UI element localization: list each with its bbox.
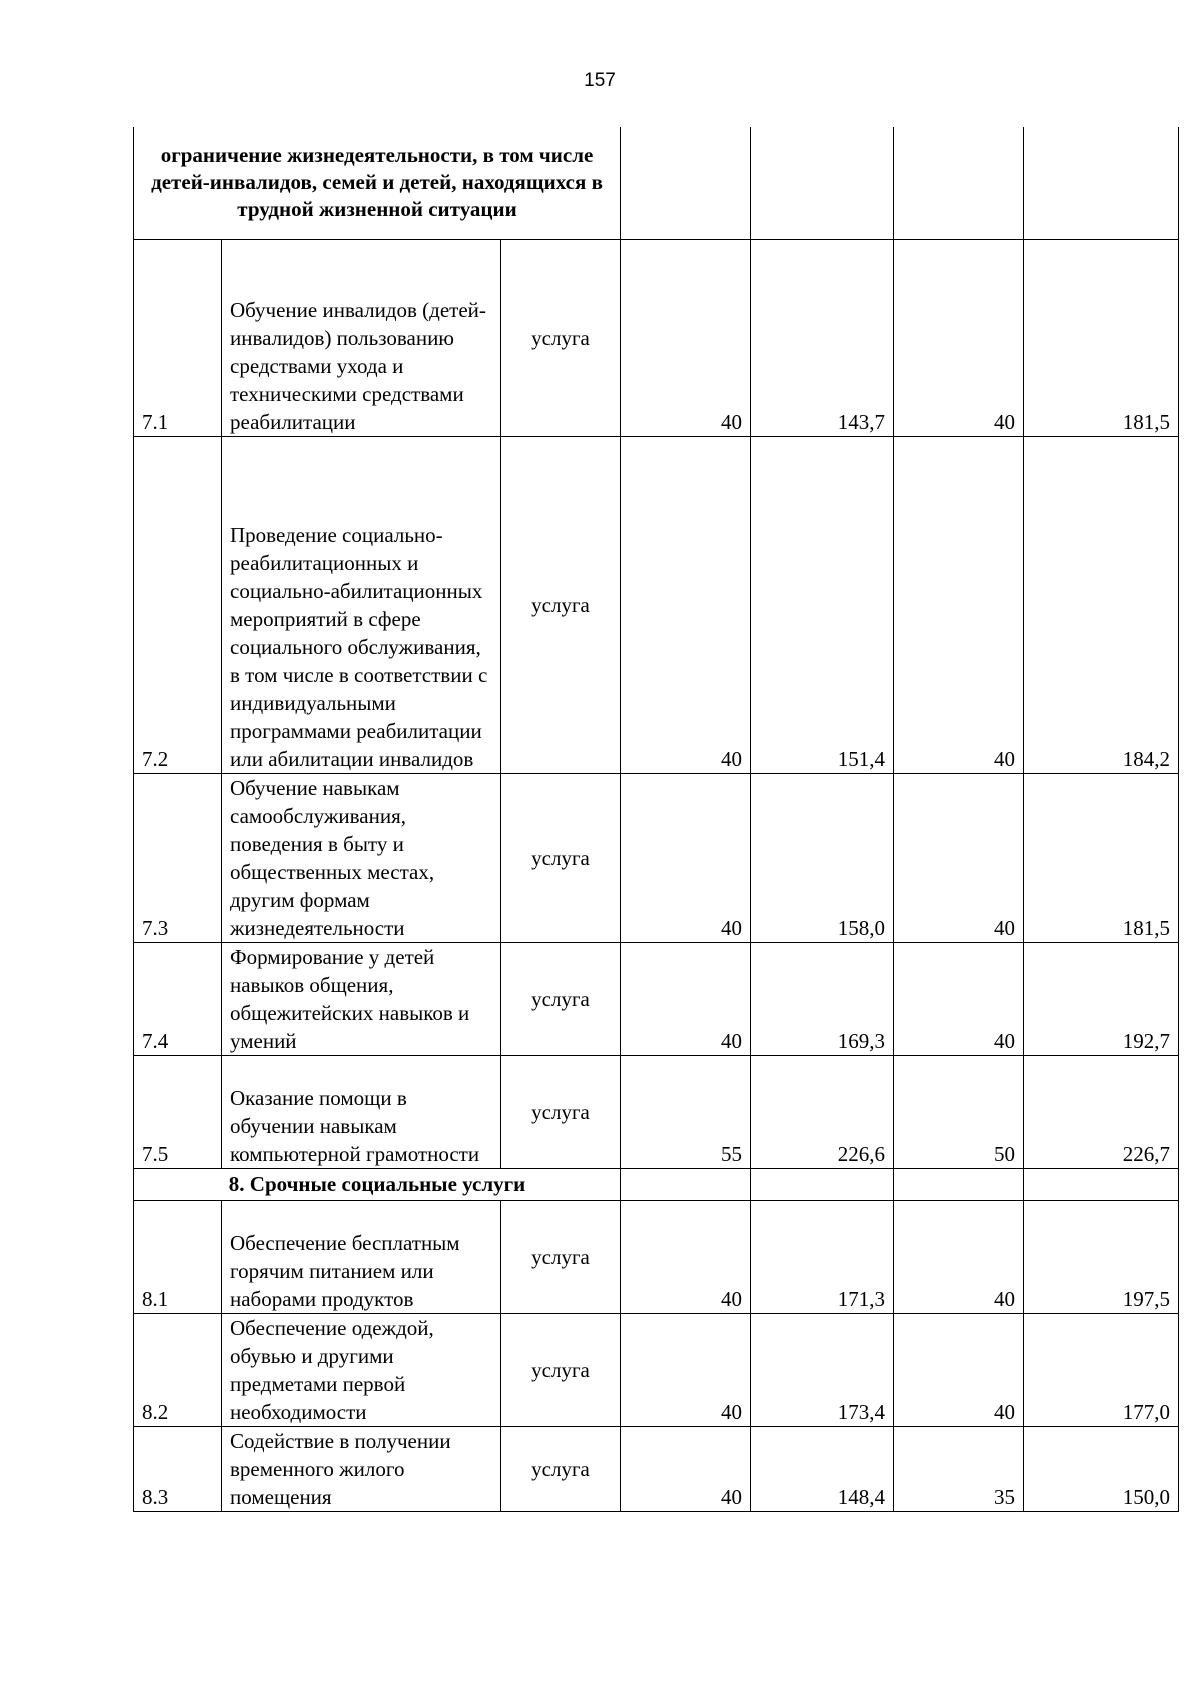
value-cell: 40 — [621, 1313, 751, 1426]
table-row — [134, 942, 1179, 1055]
empty-cell — [751, 127, 894, 239]
table-row — [134, 773, 1179, 942]
value-cell: 143,7 — [751, 239, 894, 436]
service-name: Обучение навыкам самообслуживания, поведения в быту и общественных местах, другим формам жизнедеятельности — [222, 773, 501, 942]
value-cell: 50 — [894, 1055, 1024, 1168]
continuation-header-row — [134, 127, 1179, 239]
value-cell: 226,6 — [751, 1055, 894, 1168]
section-header-row — [134, 1168, 1179, 1200]
empty-cell — [621, 1168, 751, 1200]
value-cell: 55 — [621, 1055, 751, 1168]
service-name: Содействие в получении временного жилого помещения — [222, 1426, 501, 1511]
service-name: Обеспечение бесплатным горячим питанием или наборами продуктов — [222, 1200, 501, 1313]
value-cell: 158,0 — [751, 773, 894, 942]
row-number: 7.4 — [134, 942, 222, 1055]
table-row — [134, 436, 1179, 773]
unit-cell: услуга — [501, 942, 621, 1055]
value-cell: 40 — [894, 1313, 1024, 1426]
value-cell: 40 — [621, 773, 751, 942]
value-cell: 40 — [621, 1200, 751, 1313]
service-name: Обучение инвалидов (детей-инвалидов) пользованию средствами ухода и техническими средствами реабилитации — [222, 239, 501, 436]
table-row — [134, 1426, 1179, 1511]
service-name: Оказание помощи в обучении навыкам компьютерной грамотности — [222, 1055, 501, 1168]
unit-cell: услуга — [501, 773, 621, 942]
value-cell: 181,5 — [1024, 239, 1179, 436]
row-number: 8.1 — [134, 1200, 222, 1313]
value-cell: 40 — [621, 942, 751, 1055]
empty-cell — [894, 127, 1024, 239]
unit-cell: услуга — [501, 239, 621, 436]
table-row — [134, 239, 1179, 436]
continuation-header: ограничение жизнедеятельности, в том числе детей-инвалидов, семей и детей, находящихся в трудной жизненной ситуации — [134, 127, 621, 239]
value-cell: 35 — [894, 1426, 1024, 1511]
row-number: 7.5 — [134, 1055, 222, 1168]
value-cell: 40 — [621, 436, 751, 773]
table-row — [134, 1313, 1179, 1426]
service-name: Проведение социально-реабилитационных и социально-абилитационных мероприятий в сфере социального обслуживания, в том числе в соответствии с индивидуальными программами реабилитации или абилитации инвалидов — [222, 436, 501, 773]
empty-cell — [751, 1168, 894, 1200]
row-number: 8.2 — [134, 1313, 222, 1426]
value-cell: 40 — [621, 1426, 751, 1511]
unit-cell: услуга — [501, 1426, 621, 1511]
empty-cell — [621, 127, 751, 239]
value-cell: 173,4 — [751, 1313, 894, 1426]
row-number: 7.3 — [134, 773, 222, 942]
value-cell: 197,5 — [1024, 1200, 1179, 1313]
value-cell: 171,3 — [751, 1200, 894, 1313]
unit-cell: услуга — [501, 1200, 621, 1313]
table-row — [134, 1055, 1179, 1168]
unit-cell: услуга — [501, 1313, 621, 1426]
empty-cell — [1024, 1168, 1179, 1200]
value-cell: 226,7 — [1024, 1055, 1179, 1168]
value-cell: 151,4 — [751, 436, 894, 773]
page-number: 157 — [584, 70, 616, 91]
value-cell: 40 — [621, 239, 751, 436]
value-cell: 40 — [894, 436, 1024, 773]
value-cell: 181,5 — [1024, 773, 1179, 942]
value-cell: 40 — [894, 1200, 1024, 1313]
value-cell: 40 — [894, 942, 1024, 1055]
section-8-title: 8. Срочные социальные услуги — [134, 1168, 621, 1200]
value-cell: 169,3 — [751, 942, 894, 1055]
value-cell: 40 — [894, 239, 1024, 436]
value-cell: 40 — [894, 773, 1024, 942]
services-table — [133, 127, 1179, 1512]
service-name: Формирование у детей навыков общения, общежитейских навыков и умений — [222, 942, 501, 1055]
service-name: Обеспечение одеждой, обувью и другими предметами первой необходимости — [222, 1313, 501, 1426]
empty-cell — [894, 1168, 1024, 1200]
empty-cell — [1024, 127, 1179, 239]
value-cell: 148,4 — [751, 1426, 894, 1511]
value-cell: 150,0 — [1024, 1426, 1179, 1511]
table-row — [134, 1200, 1179, 1313]
row-number: 7.2 — [134, 436, 222, 773]
unit-cell: услуга — [501, 1055, 621, 1168]
unit-cell: услуга — [501, 436, 621, 773]
value-cell: 184,2 — [1024, 436, 1179, 773]
row-number: 7.1 — [134, 239, 222, 436]
value-cell: 177,0 — [1024, 1313, 1179, 1426]
row-number: 8.3 — [134, 1426, 222, 1511]
value-cell: 192,7 — [1024, 942, 1179, 1055]
